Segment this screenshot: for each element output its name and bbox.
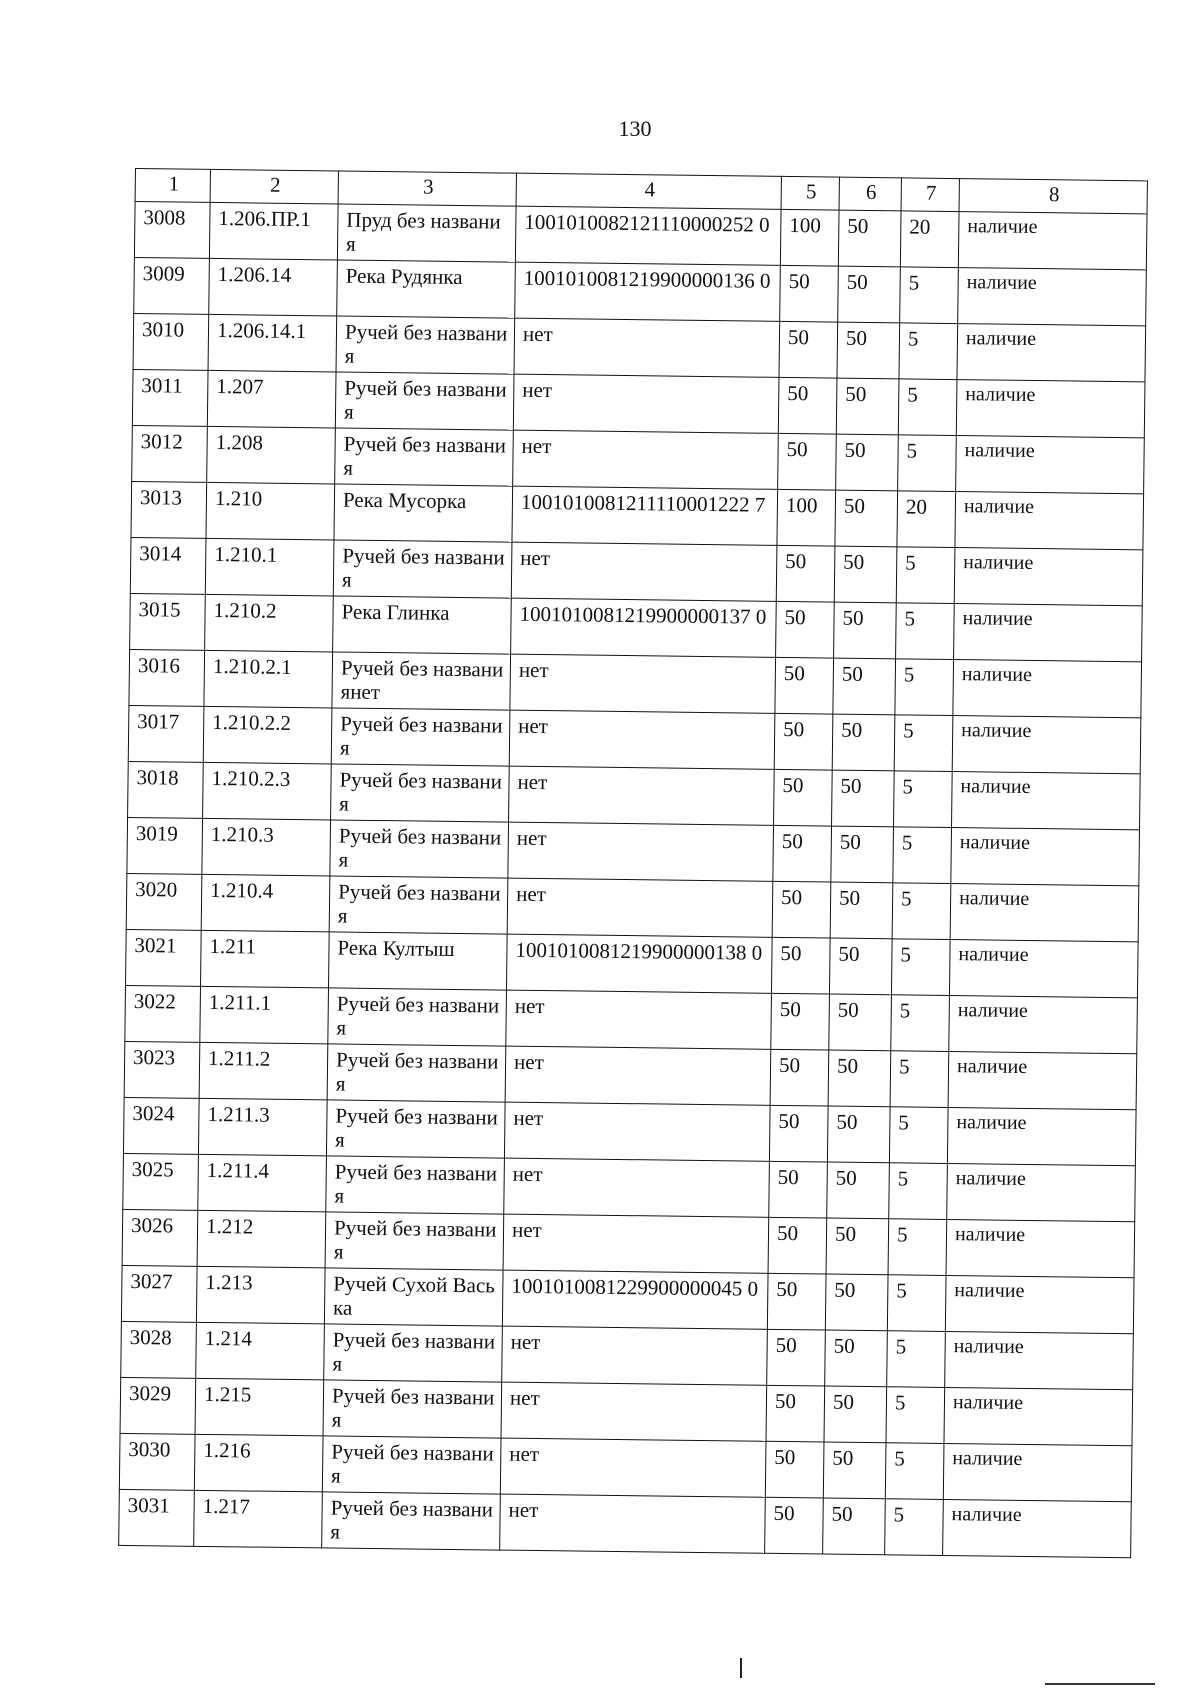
value-col6-cell: 50	[836, 434, 899, 491]
presence-status-cell: наличие	[943, 1443, 1132, 1501]
object-code-cell: 1.208	[207, 426, 336, 484]
row-number-cell: 3024	[123, 1097, 199, 1154]
value-col7-cell: 5	[886, 1387, 945, 1444]
presence-status-cell: наличие	[950, 884, 1139, 942]
registry-id-cell: 1001010081219900000136 0	[515, 262, 781, 321]
registry-id-cell: нет	[500, 1494, 766, 1553]
object-code-cell: 1.211.3	[198, 1098, 327, 1156]
value-col7-cell: 5	[885, 1499, 944, 1556]
value-col7-cell: 5	[898, 379, 957, 436]
object-name-cell: Ручей без названиянет	[332, 652, 511, 710]
object-code-cell: 1.211	[201, 930, 330, 988]
value-col7-cell: 5	[898, 435, 957, 492]
registry-id-cell: 1001010081211110001222 7	[512, 486, 778, 545]
object-code-cell: 1.206.ПР.1	[209, 202, 338, 260]
value-col5-cell: 50	[776, 601, 835, 658]
object-name-cell: Ручей Сухой Васька	[324, 1268, 503, 1326]
value-col5-cell: 50	[765, 1441, 824, 1498]
value-col7-cell: 5	[885, 1443, 944, 1500]
value-col6-cell: 50	[835, 490, 898, 547]
object-code-cell: 1.210.2	[205, 594, 334, 652]
object-code-cell: 1.211.2	[199, 1042, 328, 1100]
presence-status-cell: наличие	[945, 1331, 1134, 1389]
column-header: 2	[210, 169, 338, 204]
value-col6-cell: 50	[823, 1498, 886, 1555]
presence-status-cell: наличие	[958, 268, 1147, 326]
object-name-cell: Ручей без названия	[336, 316, 515, 374]
value-col7-cell: 5	[900, 267, 959, 324]
object-code-cell: 1.210.4	[201, 874, 330, 932]
value-col7-cell: 5	[891, 939, 950, 996]
presence-status-cell: наличие	[945, 1275, 1134, 1333]
register-table	[118, 168, 1148, 1558]
value-col6-cell: 50	[838, 210, 901, 267]
registry-id-cell: нет	[513, 430, 779, 489]
value-col6-cell: 50	[825, 1330, 888, 1387]
object-code-cell: 1.210.1	[205, 538, 334, 596]
row-number-cell: 3016	[129, 649, 205, 706]
value-col7-cell: 20	[900, 211, 959, 268]
registry-id-cell: 1001010081229900000045 0	[502, 1270, 768, 1329]
value-col7-cell: 5	[887, 1331, 946, 1388]
registry-id-cell: нет	[503, 1214, 769, 1273]
value-col7-cell: 5	[889, 1107, 948, 1164]
presence-status-cell: наличие	[952, 716, 1141, 774]
column-header: 6	[839, 177, 901, 211]
value-col5-cell: 50	[773, 825, 832, 882]
presence-status-cell: наличие	[956, 380, 1145, 438]
value-col7-cell: 5	[891, 995, 950, 1052]
row-number-cell: 3017	[128, 705, 204, 762]
value-col5-cell: 50	[767, 1273, 826, 1330]
presence-status-cell: наличие	[951, 828, 1140, 886]
footer-mark	[740, 1658, 742, 1678]
row-number-cell: 3018	[128, 761, 204, 818]
object-name-cell: Ручей без названия	[326, 1100, 505, 1158]
presence-status-cell: наличие	[953, 660, 1142, 718]
registry-id-cell: нет	[514, 318, 780, 377]
row-number-cell: 3008	[134, 202, 210, 259]
registry-id-cell: 1001010081219900000137 0	[511, 598, 777, 657]
column-header: 7	[901, 178, 959, 212]
row-number-cell: 3021	[126, 929, 202, 986]
object-name-cell: Ручей без названия	[331, 764, 510, 822]
object-name-cell: Ручей без названия	[327, 1044, 506, 1102]
page-number: 130	[618, 116, 652, 141]
object-name-cell: Ручей без названия	[331, 708, 510, 766]
value-col6-cell: 50	[823, 1442, 886, 1499]
value-col6-cell: 50	[830, 882, 893, 939]
object-code-cell: 1.210	[206, 482, 335, 540]
row-number-cell: 3009	[134, 257, 210, 314]
value-col5-cell: 50	[769, 1105, 828, 1162]
value-col5-cell: 50	[780, 265, 839, 322]
presence-status-cell: наличие	[949, 996, 1138, 1054]
value-col7-cell: 5	[889, 1163, 948, 1220]
registry-id-cell: нет	[513, 374, 779, 433]
value-col5-cell: 50	[774, 713, 833, 770]
registry-id-cell: нет	[507, 878, 773, 937]
value-col5-cell: 50	[765, 1497, 824, 1554]
value-col7-cell: 5	[887, 1275, 946, 1332]
value-col7-cell: 5	[892, 883, 951, 940]
value-col5-cell: 50	[766, 1385, 825, 1442]
value-col6-cell: 50	[836, 378, 899, 435]
value-col6-cell: 50	[832, 770, 895, 827]
registry-id-cell: нет	[508, 822, 774, 881]
presence-status-cell: наличие	[944, 1387, 1133, 1445]
presence-status-cell: наличие	[949, 940, 1138, 998]
row-number-cell: 3010	[133, 313, 209, 370]
value-col5-cell: 50	[778, 377, 837, 434]
row-number-cell: 3019	[127, 817, 203, 874]
object-name-cell: Ручей без названия	[322, 1436, 501, 1494]
object-name-cell: Ручей без названия	[329, 876, 508, 934]
object-name-cell: Река Глинка	[333, 596, 512, 654]
value-col5-cell: 50	[771, 993, 830, 1050]
value-col6-cell: 50	[829, 994, 892, 1051]
row-number-cell: 3029	[120, 1377, 196, 1434]
row-number-cell: 3023	[124, 1041, 200, 1098]
value-col7-cell: 5	[893, 827, 952, 884]
object-code-cell: 1.210.2.2	[203, 706, 332, 764]
registry-id-cell: нет	[501, 1382, 767, 1441]
value-col6-cell: 50	[833, 658, 896, 715]
registry-id-cell: нет	[509, 710, 775, 769]
value-col6-cell: 50	[834, 546, 897, 603]
presence-status-cell: наличие	[954, 604, 1143, 662]
presence-status-cell: наличие	[952, 772, 1141, 830]
registry-id-cell: нет	[504, 1158, 770, 1217]
value-col5-cell: 50	[778, 433, 837, 490]
object-name-cell: Ручей без названия	[326, 1156, 505, 1214]
column-header: 1	[135, 169, 210, 203]
value-col6-cell: 50	[826, 1218, 889, 1275]
row-number-cell: 3013	[131, 481, 207, 538]
row-number-cell: 3027	[121, 1265, 197, 1322]
footer-line	[1045, 1683, 1155, 1685]
presence-status-cell: наличие	[947, 1163, 1136, 1221]
object-name-cell: Ручей без названия	[335, 428, 514, 486]
value-col7-cell: 5	[890, 1051, 949, 1108]
value-col6-cell: 50	[834, 602, 897, 659]
object-code-cell: 1.216	[194, 1434, 323, 1492]
row-number-cell: 3025	[123, 1153, 199, 1210]
object-code-cell: 1.210.2.3	[203, 762, 332, 820]
registry-id-cell: нет	[500, 1438, 766, 1497]
presence-status-cell: наличие	[958, 212, 1147, 270]
value-col5-cell: 50	[770, 1049, 829, 1106]
row-number-cell: 3020	[126, 873, 202, 930]
row-number-cell: 3030	[119, 1433, 195, 1490]
value-col6-cell: 50	[827, 1106, 890, 1163]
presence-status-cell: наличие	[954, 548, 1143, 606]
column-header: 5	[781, 176, 839, 210]
object-name-cell: Ручей без названия	[328, 988, 507, 1046]
object-name-cell: Ручей без названия	[330, 820, 509, 878]
row-number-cell: 3031	[119, 1489, 195, 1546]
registry-id-cell: 1001010081219900000138 0	[506, 934, 772, 993]
object-code-cell: 1.212	[197, 1210, 326, 1268]
registry-id-cell: нет	[506, 990, 772, 1049]
object-code-cell: 1.206.14	[209, 258, 338, 316]
object-code-cell: 1.211.4	[198, 1154, 327, 1212]
object-code-cell: 1.210.2.1	[204, 650, 333, 708]
row-number-cell: 3026	[122, 1209, 198, 1266]
registry-id-cell: нет	[504, 1102, 770, 1161]
value-col7-cell: 5	[888, 1219, 947, 1276]
object-code-cell: 1.207	[207, 370, 336, 428]
presence-status-cell: наличие	[956, 436, 1145, 494]
registry-id-cell: нет	[511, 542, 777, 601]
object-name-cell: Ручей без названия	[323, 1380, 502, 1438]
row-number-cell: 3012	[132, 425, 208, 482]
object-code-cell: 1.213	[196, 1266, 325, 1324]
presence-status-cell: наличие	[955, 492, 1144, 550]
presence-status-cell: наличие	[948, 1052, 1137, 1110]
object-code-cell: 1.215	[195, 1378, 324, 1436]
registry-id-cell: нет	[505, 1046, 771, 1105]
object-name-cell: Ручей без названия	[325, 1212, 504, 1270]
value-col6-cell: 50	[824, 1386, 887, 1443]
column-header: 8	[959, 179, 1147, 214]
value-col7-cell: 5	[894, 771, 953, 828]
value-col7-cell: 5	[896, 603, 955, 660]
value-col5-cell: 50	[774, 769, 833, 826]
value-col5-cell: 50	[771, 937, 830, 994]
value-col6-cell: 50	[838, 266, 901, 323]
presence-status-cell: наличие	[943, 1499, 1132, 1557]
value-col5-cell: 50	[772, 881, 831, 938]
value-col6-cell: 50	[829, 938, 892, 995]
row-number-cell: 3015	[130, 593, 206, 650]
register-sheet	[118, 168, 1148, 1558]
object-code-cell: 1.210.3	[202, 818, 331, 876]
presence-status-cell: наличие	[957, 324, 1146, 382]
value-col7-cell: 20	[897, 491, 956, 548]
table-row	[119, 1489, 1132, 1557]
registry-id-cell: 1001010082121110000252 0	[515, 206, 781, 265]
value-col7-cell: 5	[899, 323, 958, 380]
column-header: 3	[338, 171, 516, 206]
value-col7-cell: 5	[895, 659, 954, 716]
object-name-cell: Ручей без названия	[335, 372, 514, 430]
value-col6-cell: 50	[828, 1050, 891, 1107]
registry-id-cell: нет	[510, 654, 776, 713]
value-col5-cell: 100	[777, 489, 836, 546]
value-col6-cell: 50	[825, 1274, 888, 1331]
value-col6-cell: 50	[827, 1162, 890, 1219]
object-name-cell: Ручей без названия	[322, 1492, 501, 1550]
value-col6-cell: 50	[831, 826, 894, 883]
registry-id-cell: нет	[502, 1326, 768, 1385]
row-number-cell: 3022	[125, 985, 201, 1042]
object-name-cell: Ручей без названия	[324, 1324, 503, 1382]
value-col5-cell: 50	[768, 1217, 827, 1274]
value-col5-cell: 50	[775, 657, 834, 714]
object-code-cell: 1.211.1	[200, 986, 329, 1044]
row-number-cell: 3014	[130, 537, 206, 594]
object-code-cell: 1.214	[196, 1322, 325, 1380]
registry-id-cell: нет	[509, 766, 775, 825]
value-col5-cell: 50	[779, 321, 838, 378]
object-name-cell: Ручей без названия	[333, 540, 512, 598]
value-col5-cell: 50	[767, 1329, 826, 1386]
column-header: 4	[516, 173, 781, 209]
row-number-cell: 3011	[132, 369, 208, 426]
presence-status-cell: наличие	[946, 1219, 1135, 1277]
value-col6-cell: 50	[832, 714, 895, 771]
object-code-cell: 1.217	[194, 1490, 323, 1548]
row-number-cell: 3028	[121, 1321, 197, 1378]
value-col7-cell: 5	[896, 547, 955, 604]
object-name-cell: Река Култыш	[328, 932, 507, 990]
object-name-cell: Пруд без названия	[337, 204, 516, 262]
value-col6-cell: 50	[837, 322, 900, 379]
presence-status-cell: наличие	[947, 1108, 1136, 1166]
value-col5-cell: 100	[780, 209, 839, 266]
object-code-cell: 1.206.14.1	[208, 314, 337, 372]
value-col7-cell: 5	[894, 715, 953, 772]
value-col5-cell: 50	[769, 1161, 828, 1218]
object-name-cell: Река Мусорка	[334, 484, 513, 542]
object-name-cell: Река Рудянка	[337, 260, 516, 318]
value-col5-cell: 50	[776, 545, 835, 602]
